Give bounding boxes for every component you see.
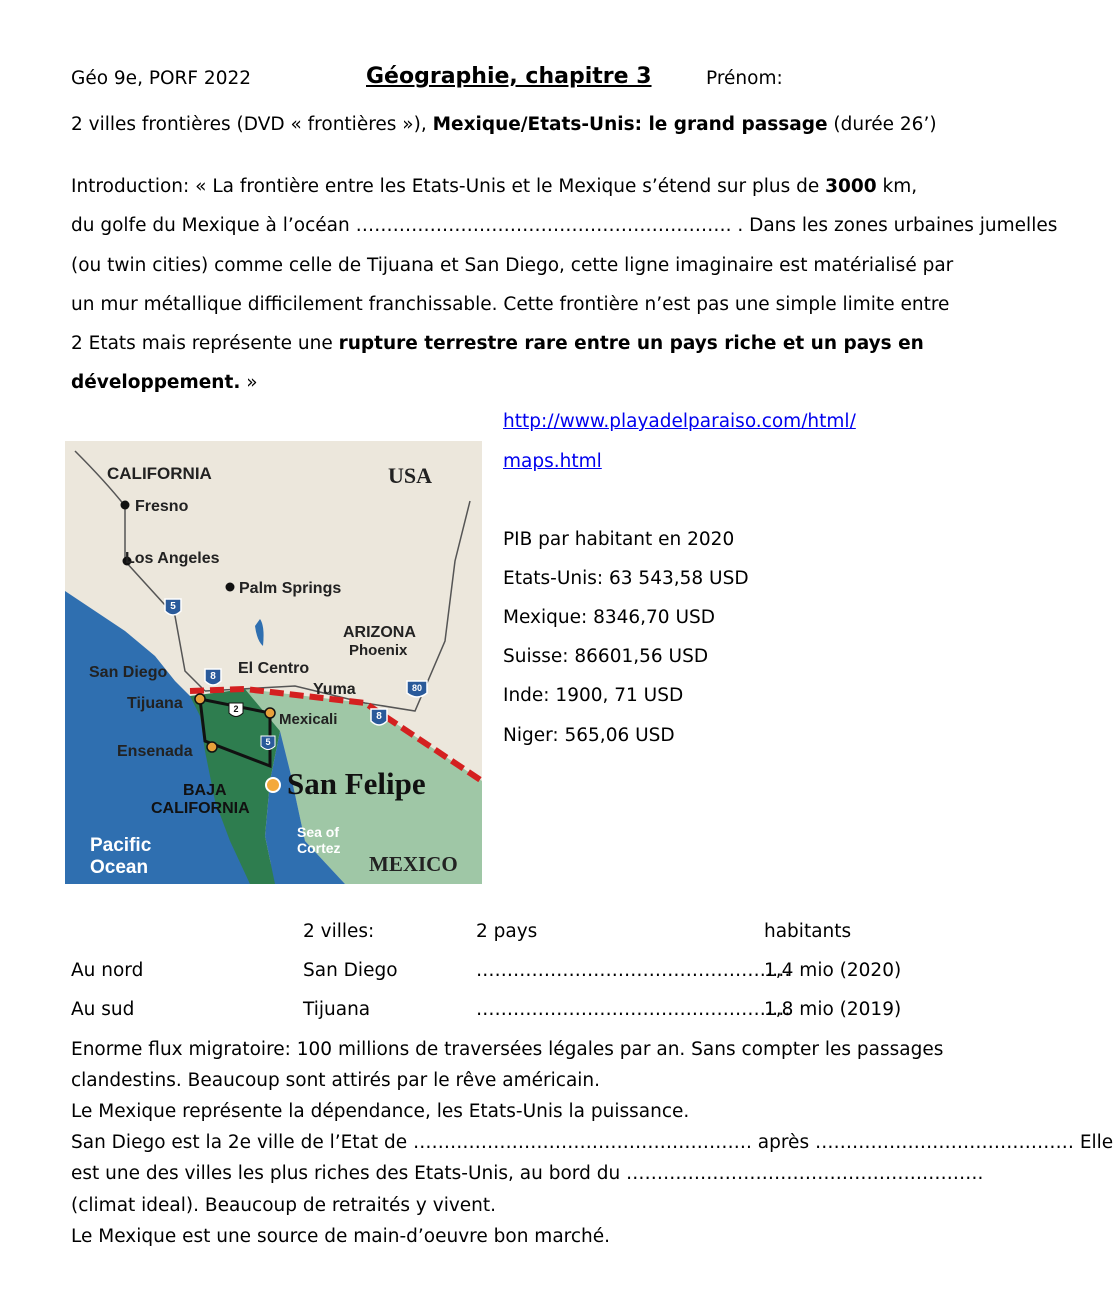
body-line: est une des villes les plus riches des Etats-Unis, au bord du …………………………………………………. [71,1163,984,1184]
body-line: Enorme flux migratoire: 100 millions de traversées légales par an. Sans compter les passages [71,1039,944,1060]
pib-row: Inde: 1900, 71 USD [503,685,684,706]
label-pacific-1: Pacific [90,835,152,856]
intro-bold: rupture terrestre rare entre un pays riche et un pays en [338,333,924,354]
intro-line-6 [71,372,258,393]
label-san-diego: San Diego [89,664,168,681]
highway-shield-icon [371,709,387,725]
label-baja-1: BAJA [183,782,227,799]
highway-shield-icon [261,736,275,750]
body-line: San Diego est la 2e ville de l’Etat de ………………………………………………. après …………………………………… Elle [71,1132,1113,1153]
subtitle-pre: 2 villes frontières (DVD « frontières »), [71,114,433,135]
header-course: Géo 9e, PORF 2022 [71,68,252,89]
intro-line-5 [71,333,924,354]
table-cell-country-blank: …………………………………………… [476,999,791,1020]
label-fresno: Fresno [135,498,189,515]
label-phoenix: Phoenix [349,642,408,659]
label-yuma: Yuma [313,681,356,698]
pib-row: Niger: 565,06 USD [503,725,675,746]
svg-text:5: 5 [170,601,176,612]
body-line: Le Mexique est une source de main-d’oeuvre bon marché. [71,1226,611,1247]
body-line: (climat ideal). Beaucoup de retraités y vivent. [71,1195,497,1216]
table-cell-pop: 1,4 mio (2020) [764,960,902,981]
svg-text:5: 5 [265,737,271,747]
table-cell-pos: Au sud [71,999,135,1020]
subtitle-bold: Mexique/Etats-Unis: le grand passage [432,114,828,135]
page-title: Géographie, chapitre 3 [366,64,652,89]
intro-text: Introduction: « La frontière entre les Etats-Unis et le Mexique s’étend sur plus de [71,176,826,197]
map-source-link[interactable]: http://www.playadelparaiso.com/html/ [503,411,856,432]
svg-text:2: 2 [233,704,239,714]
fresno-dot [121,501,130,510]
table-cell-country-blank: …………………………………………… [476,960,791,981]
table-cell-city: San Diego [303,960,398,981]
subtitle [71,114,937,135]
pib-row: Mexique: 8346,70 USD [503,607,715,628]
label-tijuana: Tijuana [127,695,183,712]
highway-shield-icon [229,703,243,717]
highway-shield-icon [165,599,181,615]
intro-line-1 [71,176,917,197]
label-mexicali: Mexicali [279,711,338,728]
palm-springs-dot [226,583,235,592]
label-california: CALIFORNIA [107,464,212,483]
body-line: Le Mexique représente la dépendance, les Etats-Unis la puissance. [71,1101,690,1122]
intro-bold: développement. [71,372,241,393]
pib-row: Suisse: 86601,56 USD [503,646,709,667]
highway-shield-icon [205,669,221,685]
header-firstname-label: Prénom: [706,68,783,89]
intro-text: » [240,372,258,393]
intro-text: km, [876,176,918,197]
map-source-link-2[interactable]: maps.html [503,451,602,472]
label-arizona: ARIZONA [343,624,416,641]
svg-text:80: 80 [411,683,423,693]
mexicali-dot [265,708,275,718]
svg-text:8: 8 [210,671,216,682]
intro-line-2: du golfe du Mexique à l’océan ……………………………………………………. . Dans les zones urbaines jumelles [71,215,1058,236]
label-baja-2: CALIFORNIA [151,800,250,817]
label-sea-2: Cortez [297,840,341,856]
label-sea-1: Sea of [297,824,340,840]
label-los-angeles: Los Angeles [125,550,220,567]
table-cell-pop: 1,8 mio (2019) [764,999,902,1020]
subtitle-post: (durée 26’) [827,114,937,135]
intro-line-4: un mur métallique difficilement franchissable. Cette frontière n’est pas une simple limite entre [71,294,950,315]
intro-text: 2 Etats mais représente une [71,333,339,354]
label-el-centro: El Centro [238,660,310,677]
highway-shield-icon [407,681,427,697]
label-palm-springs: Palm Springs [239,580,342,597]
pib-title: PIB par habitant en 2020 [503,529,735,550]
san-felipe-dot [266,778,280,792]
table-header-cities: 2 villes: [303,921,375,942]
ensenada-dot [207,742,217,752]
table-header-countries: 2 pays [476,921,538,942]
table-cell-city: Tijuana [303,999,371,1020]
label-usa: USA [388,463,433,488]
intro-line-3: (ou twin cities) comme celle de Tijuana et San Diego, cette ligne imaginaire est matérialisé par [71,255,954,276]
table-cell-pos: Au nord [71,960,144,981]
border-map [65,441,482,884]
intro-bold: 3000 [825,176,877,197]
label-pacific-2: Ocean [90,857,149,878]
pib-row: Etats-Unis: 63 543,58 USD [503,568,749,589]
table-header-inhabitants: habitants [764,921,852,942]
label-san-felipe: San Felipe [287,766,426,801]
label-ensenada: Ensenada [117,743,193,760]
body-line: clandestins. Beaucoup sont attirés par le rêve américain. [71,1070,601,1091]
tijuana-dot [195,694,205,704]
label-mexico: MEXICO [369,852,458,876]
svg-text:8: 8 [376,711,382,722]
